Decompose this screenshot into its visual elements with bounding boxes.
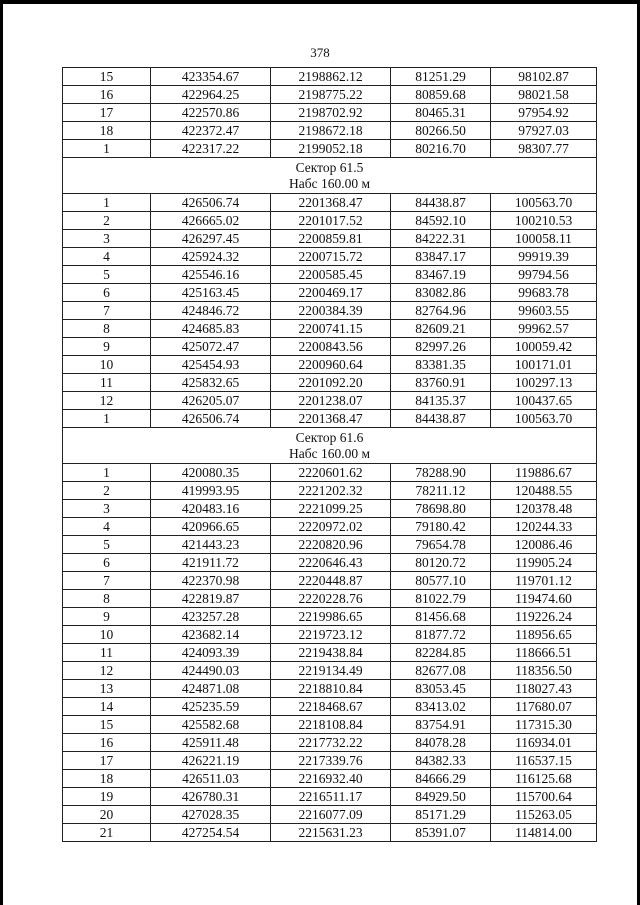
y-local-cell: 118956.65 bbox=[491, 626, 597, 644]
table-row bbox=[63, 320, 597, 338]
table-row bbox=[63, 824, 597, 842]
table-row bbox=[63, 392, 597, 410]
x-local-cell: 84929.50 bbox=[391, 788, 491, 806]
x-coordinate-cell: 422964.25 bbox=[151, 86, 271, 104]
x-local-cell: 80266.50 bbox=[391, 122, 491, 140]
point-number-cell: 18 bbox=[63, 122, 151, 140]
x-local-cell: 83381.35 bbox=[391, 356, 491, 374]
x-local-cell: 83053.45 bbox=[391, 680, 491, 698]
table-row bbox=[63, 464, 597, 482]
table-row bbox=[63, 248, 597, 266]
x-coordinate-cell: 425924.32 bbox=[151, 248, 271, 266]
x-local-cell: 81456.68 bbox=[391, 608, 491, 626]
y-coordinate-cell: 2200960.64 bbox=[271, 356, 391, 374]
x-coordinate-cell: 420966.65 bbox=[151, 518, 271, 536]
point-number-cell: 12 bbox=[63, 662, 151, 680]
y-local-cell: 120488.55 bbox=[491, 482, 597, 500]
x-coordinate-cell: 426205.07 bbox=[151, 392, 271, 410]
sector-header-cell bbox=[63, 158, 597, 194]
x-coordinate-cell: 425163.45 bbox=[151, 284, 271, 302]
point-number-cell: 10 bbox=[63, 356, 151, 374]
point-number-cell: 7 bbox=[63, 572, 151, 590]
y-local-cell: 99962.57 bbox=[491, 320, 597, 338]
point-number-cell: 6 bbox=[63, 554, 151, 572]
x-coordinate-cell: 426780.31 bbox=[151, 788, 271, 806]
y-local-cell: 97927.03 bbox=[491, 122, 597, 140]
point-number-cell: 20 bbox=[63, 806, 151, 824]
sector-height: Набс 160.00 м bbox=[288, 445, 371, 461]
x-coordinate-cell: 420080.35 bbox=[151, 464, 271, 482]
x-local-cell: 82997.26 bbox=[391, 338, 491, 356]
point-number-cell: 21 bbox=[63, 824, 151, 842]
point-number-cell: 15 bbox=[63, 716, 151, 734]
table-row bbox=[63, 608, 597, 626]
x-local-cell: 83847.17 bbox=[391, 248, 491, 266]
table-row bbox=[63, 590, 597, 608]
table-row bbox=[63, 302, 597, 320]
y-local-cell: 119226.24 bbox=[491, 608, 597, 626]
x-coordinate-cell: 423257.28 bbox=[151, 608, 271, 626]
y-coordinate-cell: 2198672.18 bbox=[271, 122, 391, 140]
y-coordinate-cell: 2216932.40 bbox=[271, 770, 391, 788]
y-coordinate-cell: 2220972.02 bbox=[271, 518, 391, 536]
y-local-cell: 120378.48 bbox=[491, 500, 597, 518]
table-row bbox=[63, 122, 597, 140]
table-row bbox=[63, 788, 597, 806]
y-local-cell: 97954.92 bbox=[491, 104, 597, 122]
point-number-cell: 6 bbox=[63, 284, 151, 302]
table-row bbox=[63, 698, 597, 716]
x-coordinate-cell: 427254.54 bbox=[151, 824, 271, 842]
table-row bbox=[63, 500, 597, 518]
x-coordinate-cell: 420483.16 bbox=[151, 500, 271, 518]
x-local-cell: 84078.28 bbox=[391, 734, 491, 752]
x-local-cell: 83413.02 bbox=[391, 698, 491, 716]
x-local-cell: 80120.72 bbox=[391, 554, 491, 572]
x-coordinate-cell: 426665.02 bbox=[151, 212, 271, 230]
y-local-cell: 115700.64 bbox=[491, 788, 597, 806]
y-coordinate-cell: 2201368.47 bbox=[271, 410, 391, 428]
table-row bbox=[63, 68, 597, 86]
y-local-cell: 98307.77 bbox=[491, 140, 597, 158]
y-local-cell: 100297.13 bbox=[491, 374, 597, 392]
x-local-cell: 85171.29 bbox=[391, 806, 491, 824]
point-number-cell: 8 bbox=[63, 320, 151, 338]
x-coordinate-cell: 422370.98 bbox=[151, 572, 271, 590]
x-coordinate-cell: 426221.19 bbox=[151, 752, 271, 770]
y-local-cell: 118027.43 bbox=[491, 680, 597, 698]
y-coordinate-cell: 2217339.76 bbox=[271, 752, 391, 770]
table-row bbox=[63, 572, 597, 590]
point-number-cell: 2 bbox=[63, 482, 151, 500]
x-local-cell: 84135.37 bbox=[391, 392, 491, 410]
y-coordinate-cell: 2220601.62 bbox=[271, 464, 391, 482]
y-coordinate-cell: 2218108.84 bbox=[271, 716, 391, 734]
x-coordinate-cell: 422372.47 bbox=[151, 122, 271, 140]
table-row bbox=[63, 554, 597, 572]
x-local-cell: 81251.29 bbox=[391, 68, 491, 86]
y-local-cell: 114814.00 bbox=[491, 824, 597, 842]
x-local-cell: 84592.10 bbox=[391, 212, 491, 230]
x-coordinate-cell: 424490.03 bbox=[151, 662, 271, 680]
x-coordinate-cell: 425072.47 bbox=[151, 338, 271, 356]
table-row bbox=[63, 716, 597, 734]
y-local-cell: 119886.67 bbox=[491, 464, 597, 482]
x-local-cell: 78698.80 bbox=[391, 500, 491, 518]
point-number-cell: 17 bbox=[63, 752, 151, 770]
table-row bbox=[63, 230, 597, 248]
y-coordinate-cell: 2200384.39 bbox=[271, 302, 391, 320]
x-coordinate-cell: 421911.72 bbox=[151, 554, 271, 572]
y-local-cell: 117680.07 bbox=[491, 698, 597, 716]
point-number-cell: 4 bbox=[63, 518, 151, 536]
y-coordinate-cell: 2219723.12 bbox=[271, 626, 391, 644]
point-number-cell: 16 bbox=[63, 734, 151, 752]
page-number: 378 bbox=[310, 45, 330, 60]
table-row bbox=[63, 482, 597, 500]
x-coordinate-cell: 425546.16 bbox=[151, 266, 271, 284]
x-coordinate-cell: 422570.86 bbox=[151, 104, 271, 122]
y-local-cell: 119905.24 bbox=[491, 554, 597, 572]
y-local-cell: 100171.01 bbox=[491, 356, 597, 374]
x-coordinate-cell: 427028.35 bbox=[151, 806, 271, 824]
x-local-cell: 84438.87 bbox=[391, 410, 491, 428]
y-coordinate-cell: 2201092.20 bbox=[271, 374, 391, 392]
y-coordinate-cell: 2221099.25 bbox=[271, 500, 391, 518]
sector-header-row bbox=[63, 428, 597, 464]
y-coordinate-cell: 2219438.84 bbox=[271, 644, 391, 662]
x-coordinate-cell: 425235.59 bbox=[151, 698, 271, 716]
x-coordinate-cell: 419993.95 bbox=[151, 482, 271, 500]
x-local-cell: 80465.31 bbox=[391, 104, 491, 122]
point-number-cell: 9 bbox=[63, 338, 151, 356]
x-local-cell: 79654.78 bbox=[391, 536, 491, 554]
y-coordinate-cell: 2200715.72 bbox=[271, 248, 391, 266]
x-coordinate-cell: 425911.48 bbox=[151, 734, 271, 752]
point-number-cell: 9 bbox=[63, 608, 151, 626]
y-coordinate-cell: 2217732.22 bbox=[271, 734, 391, 752]
table-row bbox=[63, 104, 597, 122]
x-coordinate-cell: 421443.23 bbox=[151, 536, 271, 554]
point-number-cell: 5 bbox=[63, 266, 151, 284]
x-local-cell: 84438.87 bbox=[391, 194, 491, 212]
table-row bbox=[63, 86, 597, 104]
point-number-cell: 2 bbox=[63, 212, 151, 230]
x-coordinate-cell: 424871.08 bbox=[151, 680, 271, 698]
y-local-cell: 99794.56 bbox=[491, 266, 597, 284]
table-row bbox=[63, 338, 597, 356]
x-coordinate-cell: 425582.68 bbox=[151, 716, 271, 734]
table-row bbox=[63, 734, 597, 752]
y-coordinate-cell: 2220448.87 bbox=[271, 572, 391, 590]
x-coordinate-cell: 423354.67 bbox=[151, 68, 271, 86]
y-local-cell: 115263.05 bbox=[491, 806, 597, 824]
y-local-cell: 118356.50 bbox=[491, 662, 597, 680]
x-local-cell: 79180.42 bbox=[391, 518, 491, 536]
table-row bbox=[63, 194, 597, 212]
y-coordinate-cell: 2198862.12 bbox=[271, 68, 391, 86]
coordinates-table bbox=[62, 67, 597, 842]
table-row bbox=[63, 284, 597, 302]
y-coordinate-cell: 2200843.56 bbox=[271, 338, 391, 356]
y-local-cell: 100563.70 bbox=[491, 410, 597, 428]
sector-title: Сектор 61.5 bbox=[295, 159, 364, 175]
y-local-cell: 116125.68 bbox=[491, 770, 597, 788]
point-number-cell: 10 bbox=[63, 626, 151, 644]
x-local-cell: 81877.72 bbox=[391, 626, 491, 644]
point-number-cell: 16 bbox=[63, 86, 151, 104]
y-coordinate-cell: 2221202.32 bbox=[271, 482, 391, 500]
point-number-cell: 1 bbox=[63, 194, 151, 212]
y-coordinate-cell: 2200859.81 bbox=[271, 230, 391, 248]
y-coordinate-cell: 2219134.49 bbox=[271, 662, 391, 680]
table-row bbox=[63, 680, 597, 698]
x-local-cell: 83467.19 bbox=[391, 266, 491, 284]
x-local-cell: 82764.96 bbox=[391, 302, 491, 320]
x-local-cell: 82284.85 bbox=[391, 644, 491, 662]
y-local-cell: 117315.30 bbox=[491, 716, 597, 734]
point-number-cell: 5 bbox=[63, 536, 151, 554]
x-coordinate-cell: 422819.87 bbox=[151, 590, 271, 608]
point-number-cell: 12 bbox=[63, 392, 151, 410]
table-row bbox=[63, 626, 597, 644]
x-coordinate-cell: 424846.72 bbox=[151, 302, 271, 320]
scan-edge-left bbox=[0, 0, 3, 905]
y-coordinate-cell: 2216077.09 bbox=[271, 806, 391, 824]
y-local-cell: 120086.46 bbox=[491, 536, 597, 554]
y-local-cell: 99683.78 bbox=[491, 284, 597, 302]
y-coordinate-cell: 2200585.45 bbox=[271, 266, 391, 284]
y-coordinate-cell: 2216511.17 bbox=[271, 788, 391, 806]
sector-height: Набс 160.00 м bbox=[288, 175, 371, 191]
x-local-cell: 80577.10 bbox=[391, 572, 491, 590]
x-local-cell: 82677.08 bbox=[391, 662, 491, 680]
table-row bbox=[63, 266, 597, 284]
x-local-cell: 80216.70 bbox=[391, 140, 491, 158]
y-coordinate-cell: 2201238.07 bbox=[271, 392, 391, 410]
point-number-cell: 14 bbox=[63, 698, 151, 716]
table-row bbox=[63, 536, 597, 554]
x-coordinate-cell: 426511.03 bbox=[151, 770, 271, 788]
sector-header-cell bbox=[63, 428, 597, 464]
x-local-cell: 83754.91 bbox=[391, 716, 491, 734]
y-coordinate-cell: 2200469.17 bbox=[271, 284, 391, 302]
x-local-cell: 78211.12 bbox=[391, 482, 491, 500]
sector-header-row bbox=[63, 158, 597, 194]
point-number-cell: 1 bbox=[63, 140, 151, 158]
point-number-cell: 3 bbox=[63, 230, 151, 248]
x-coordinate-cell: 425832.65 bbox=[151, 374, 271, 392]
table-row bbox=[63, 662, 597, 680]
point-number-cell: 11 bbox=[63, 374, 151, 392]
table-row bbox=[63, 752, 597, 770]
table-row bbox=[63, 770, 597, 788]
y-local-cell: 119474.60 bbox=[491, 590, 597, 608]
y-coordinate-cell: 2200741.15 bbox=[271, 320, 391, 338]
sector-title: Сектор 61.6 bbox=[295, 429, 364, 445]
y-local-cell: 98102.87 bbox=[491, 68, 597, 86]
x-coordinate-cell: 425454.93 bbox=[151, 356, 271, 374]
x-local-cell: 83760.91 bbox=[391, 374, 491, 392]
x-local-cell: 84666.29 bbox=[391, 770, 491, 788]
table-row bbox=[63, 212, 597, 230]
y-local-cell: 120244.33 bbox=[491, 518, 597, 536]
y-coordinate-cell: 2220228.76 bbox=[271, 590, 391, 608]
y-coordinate-cell: 2215631.23 bbox=[271, 824, 391, 842]
y-coordinate-cell: 2201368.47 bbox=[271, 194, 391, 212]
y-local-cell: 116934.01 bbox=[491, 734, 597, 752]
table-row bbox=[63, 644, 597, 662]
scan-edge-top bbox=[0, 0, 640, 4]
x-coordinate-cell: 424685.83 bbox=[151, 320, 271, 338]
point-number-cell: 4 bbox=[63, 248, 151, 266]
point-number-cell: 1 bbox=[63, 464, 151, 482]
x-local-cell: 85391.07 bbox=[391, 824, 491, 842]
table-row bbox=[63, 410, 597, 428]
x-coordinate-cell: 426506.74 bbox=[151, 410, 271, 428]
table-row bbox=[63, 806, 597, 824]
y-coordinate-cell: 2198702.92 bbox=[271, 104, 391, 122]
x-coordinate-cell: 426297.45 bbox=[151, 230, 271, 248]
x-local-cell: 80859.68 bbox=[391, 86, 491, 104]
x-local-cell: 83082.86 bbox=[391, 284, 491, 302]
point-number-cell: 17 bbox=[63, 104, 151, 122]
y-local-cell: 118666.51 bbox=[491, 644, 597, 662]
y-coordinate-cell: 2220646.43 bbox=[271, 554, 391, 572]
x-local-cell: 81022.79 bbox=[391, 590, 491, 608]
x-coordinate-cell: 426506.74 bbox=[151, 194, 271, 212]
table-row bbox=[63, 374, 597, 392]
table-row bbox=[63, 356, 597, 374]
y-coordinate-cell: 2218468.67 bbox=[271, 698, 391, 716]
y-local-cell: 100437.65 bbox=[491, 392, 597, 410]
y-local-cell: 100210.53 bbox=[491, 212, 597, 230]
coordinates-table-body bbox=[63, 68, 597, 842]
y-coordinate-cell: 2201017.52 bbox=[271, 212, 391, 230]
table-row bbox=[63, 140, 597, 158]
y-local-cell: 100058.11 bbox=[491, 230, 597, 248]
y-local-cell: 100059.42 bbox=[491, 338, 597, 356]
x-coordinate-cell: 424093.39 bbox=[151, 644, 271, 662]
x-local-cell: 84382.33 bbox=[391, 752, 491, 770]
y-local-cell: 99603.55 bbox=[491, 302, 597, 320]
y-coordinate-cell: 2220820.96 bbox=[271, 536, 391, 554]
point-number-cell: 1 bbox=[63, 410, 151, 428]
point-number-cell: 18 bbox=[63, 770, 151, 788]
y-local-cell: 99919.39 bbox=[491, 248, 597, 266]
y-local-cell: 116537.15 bbox=[491, 752, 597, 770]
y-coordinate-cell: 2199052.18 bbox=[271, 140, 391, 158]
x-local-cell: 84222.31 bbox=[391, 230, 491, 248]
y-local-cell: 119701.12 bbox=[491, 572, 597, 590]
y-local-cell: 100563.70 bbox=[491, 194, 597, 212]
point-number-cell: 19 bbox=[63, 788, 151, 806]
point-number-cell: 15 bbox=[63, 68, 151, 86]
x-coordinate-cell: 423682.14 bbox=[151, 626, 271, 644]
point-number-cell: 11 bbox=[63, 644, 151, 662]
y-local-cell: 98021.58 bbox=[491, 86, 597, 104]
y-coordinate-cell: 2198775.22 bbox=[271, 86, 391, 104]
point-number-cell: 3 bbox=[63, 500, 151, 518]
x-local-cell: 78288.90 bbox=[391, 464, 491, 482]
point-number-cell: 8 bbox=[63, 590, 151, 608]
y-coordinate-cell: 2219986.65 bbox=[271, 608, 391, 626]
y-coordinate-cell: 2218810.84 bbox=[271, 680, 391, 698]
point-number-cell: 13 bbox=[63, 680, 151, 698]
table-row bbox=[63, 518, 597, 536]
x-coordinate-cell: 422317.22 bbox=[151, 140, 271, 158]
point-number-cell: 7 bbox=[63, 302, 151, 320]
x-local-cell: 82609.21 bbox=[391, 320, 491, 338]
